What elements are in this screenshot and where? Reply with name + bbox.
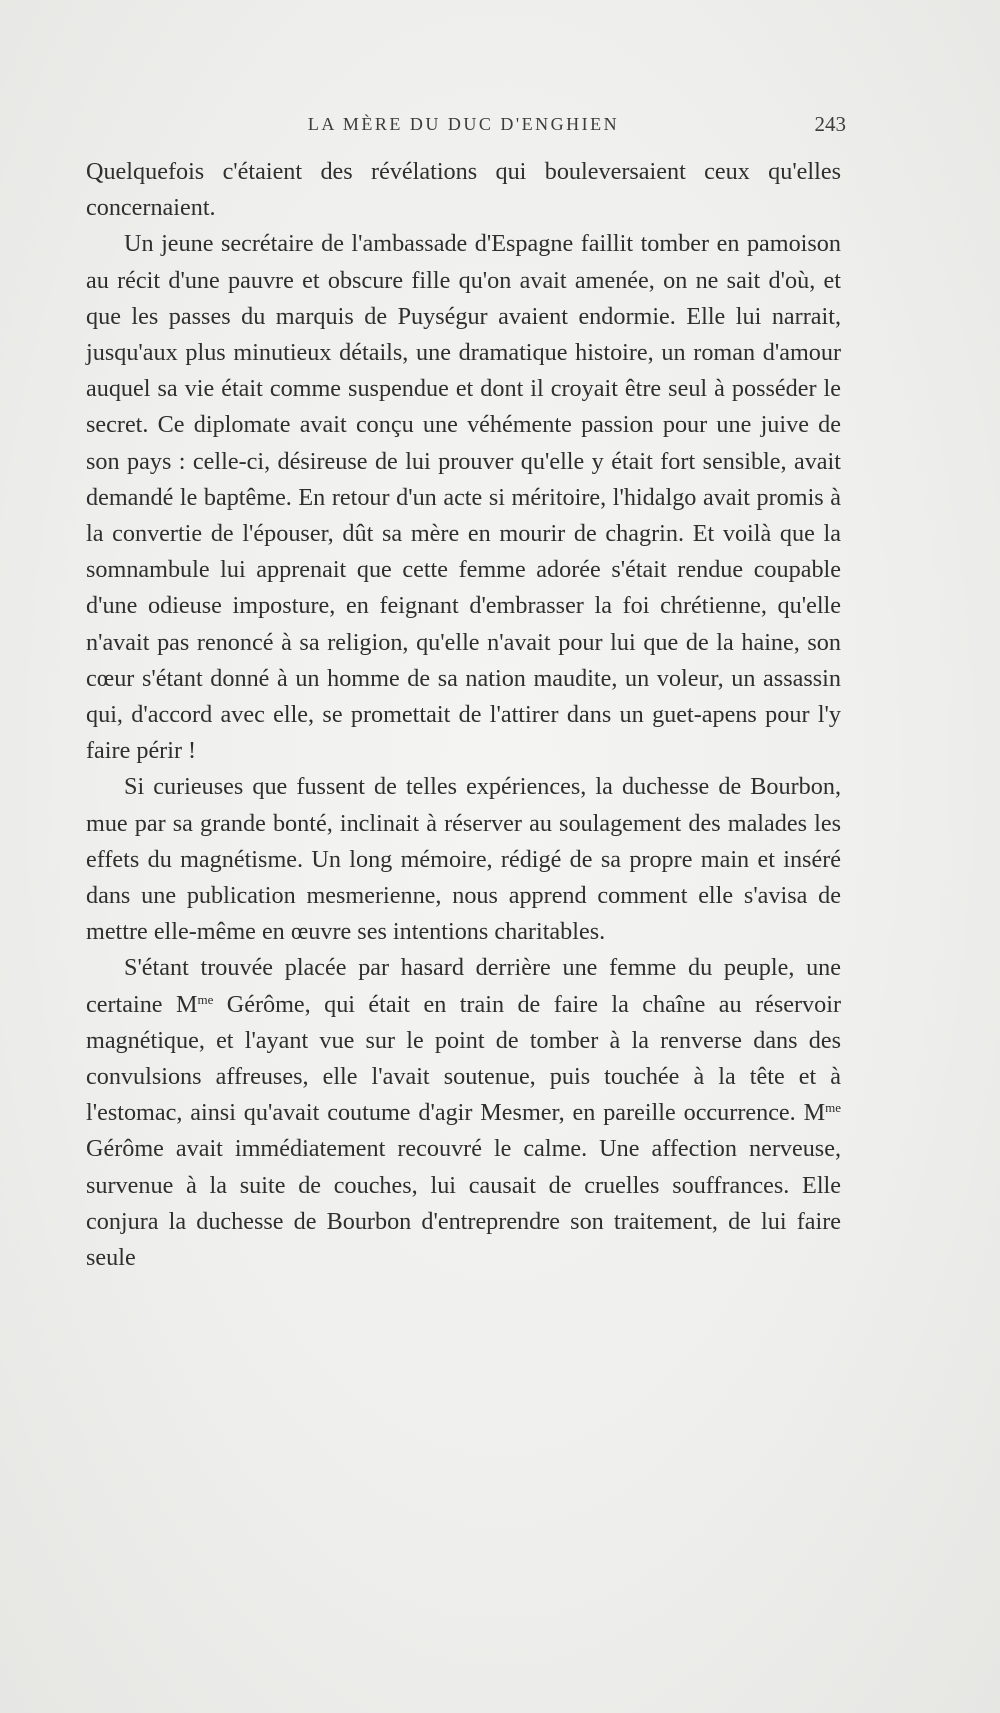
paragraph-4: [86, 950, 841, 1276]
running-head: [86, 100, 846, 140]
text-body: [86, 154, 841, 1276]
paragraph-1: [86, 154, 841, 226]
page-number: 243: [814, 112, 846, 136]
paragraph-3: [86, 769, 841, 950]
paragraph-text: Gérôme, qui était en train de faire la chaîne au réservoir magnétique, et l'ayant vue sur le point de tomber à la renverse dans des convulsions affreuses, elle l'avait soutenue, puis touchée à la tête et à l'estomac, ainsi qu'avait coutume d'agir Mesmer, en pareille occurrence. M: [86, 990, 841, 1127]
running-title: LA MÈRE DU DUC D'ENGHIEN: [307, 114, 620, 134]
paragraph-text: Gérôme avait immédiatement recouvré le calme. Une affection nerveuse, survenue à la suite de couches, lui causait de cruelles souffrances. Elle conjura la duchesse de Bourbon d'entreprendre son traitement, de lui faire seule: [86, 1135, 841, 1272]
paragraph-text: Un jeune secrétaire de l'ambassade d'Espagne faillit tomber en pamoison au récit d'une pauvre et obscure fille qu'on avait amenée, on ne sait d'où, et que les passes du marquis de Puységur avaient endormie. Elle lui narrait, jusqu'aux plus minutieux détails, une dramatique histoire, un roman d'amour auquel sa vie était comme suspendue et dont il croyait être seul à posséder le secret. Ce diplomate avait conçu une véhémente passion pour une juive de son pays : celle-ci, désireuse de lui prouver qu'elle y était fort sensible, avait demandé le baptême. En retour d'un acte si méritoire, l'hidalgo avait promis à la convertie de l'épouser, dût sa mère en mourir de chagrin. Et voilà que la somnambule lui apprenait que cette femme adorée s'était rendue coupable d'une odieuse imposture, en feignant d'embrasser la foi chrétienne, qu'elle n'avait pas renoncé à sa religion, qu'elle n'avait pour lui que de la haine, son cœur s'étant donné à un homme de sa nation maudite, un voleur, un assassin qui, d'accord avec elle, se promettait de l'attirer dans un guet-apens pour l'y faire périr !: [86, 230, 841, 765]
book-page: [86, 100, 846, 1276]
paragraph-text: Si curieuses que fussent de telles expériences, la duchesse de Bourbon, mue par sa grande bonté, inclinait à réserver au soulagement des malades les effets du magnétisme. Un long mémoire, rédigé de sa propre main et inséré dans une publication mesmerienne, nous apprend comment elle s'avisa de mettre elle-même en œuvre ses intentions charitables.: [86, 773, 841, 946]
paragraph-2: [86, 226, 841, 769]
paragraph-text: Quelquefois c'étaient des révélations qui bouleversaient ceux qu'elles concernaient.: [86, 158, 841, 222]
superscript-abbreviation: me: [825, 1100, 841, 1116]
paragraph-text: S'étant trouvée placée par hasard derrière une femme du peuple, une certaine M: [86, 954, 841, 1018]
superscript-abbreviation: me: [197, 991, 214, 1007]
